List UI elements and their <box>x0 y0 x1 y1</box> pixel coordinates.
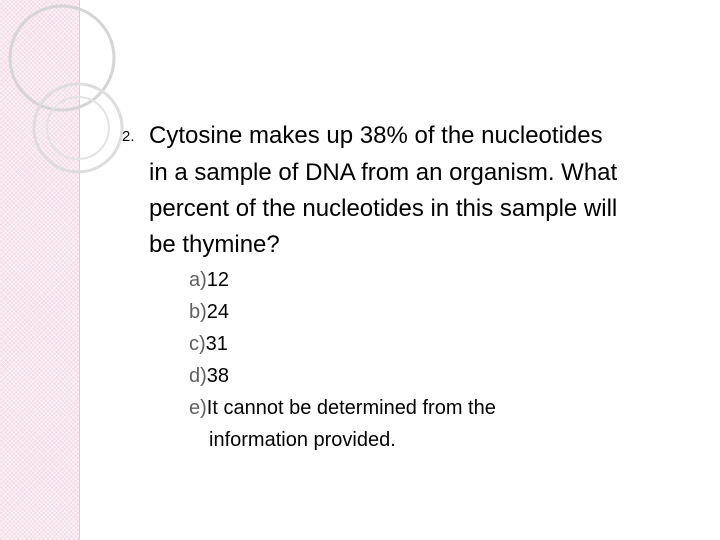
option-d <box>189 360 609 392</box>
decorative-ring-large <box>10 6 114 110</box>
option-d-letter: d) <box>189 365 207 387</box>
option-b-letter: b) <box>189 301 207 323</box>
question-text-4: be thymine? <box>149 231 280 258</box>
question-line-1 <box>122 118 707 155</box>
option-e-text: It cannot be determined from the <box>206 397 496 419</box>
option-e-letter: e) <box>189 397 207 419</box>
option-c-text: 31 <box>205 333 228 355</box>
option-a-text: 12 <box>206 269 230 291</box>
question-text-3: percent of the nucleotides in this sample will <box>149 195 618 222</box>
option-c-letter: c) <box>189 333 206 355</box>
question-number: 2. <box>122 128 135 145</box>
answer-options <box>189 264 609 456</box>
option-a <box>189 264 609 296</box>
option-c <box>189 328 609 360</box>
option-a-letter: a) <box>189 269 207 291</box>
question-text-1: Cytosine makes up 38% of the nucleotides <box>149 122 603 149</box>
question-block <box>122 118 707 263</box>
question-text-2: in a sample of DNA from an organism. What <box>149 159 618 186</box>
option-e-continuation: information provided. <box>209 429 396 451</box>
option-e <box>189 392 609 424</box>
option-b-text: 24 <box>206 301 230 323</box>
option-d-text: 38 <box>206 365 230 387</box>
option-b <box>189 296 609 328</box>
